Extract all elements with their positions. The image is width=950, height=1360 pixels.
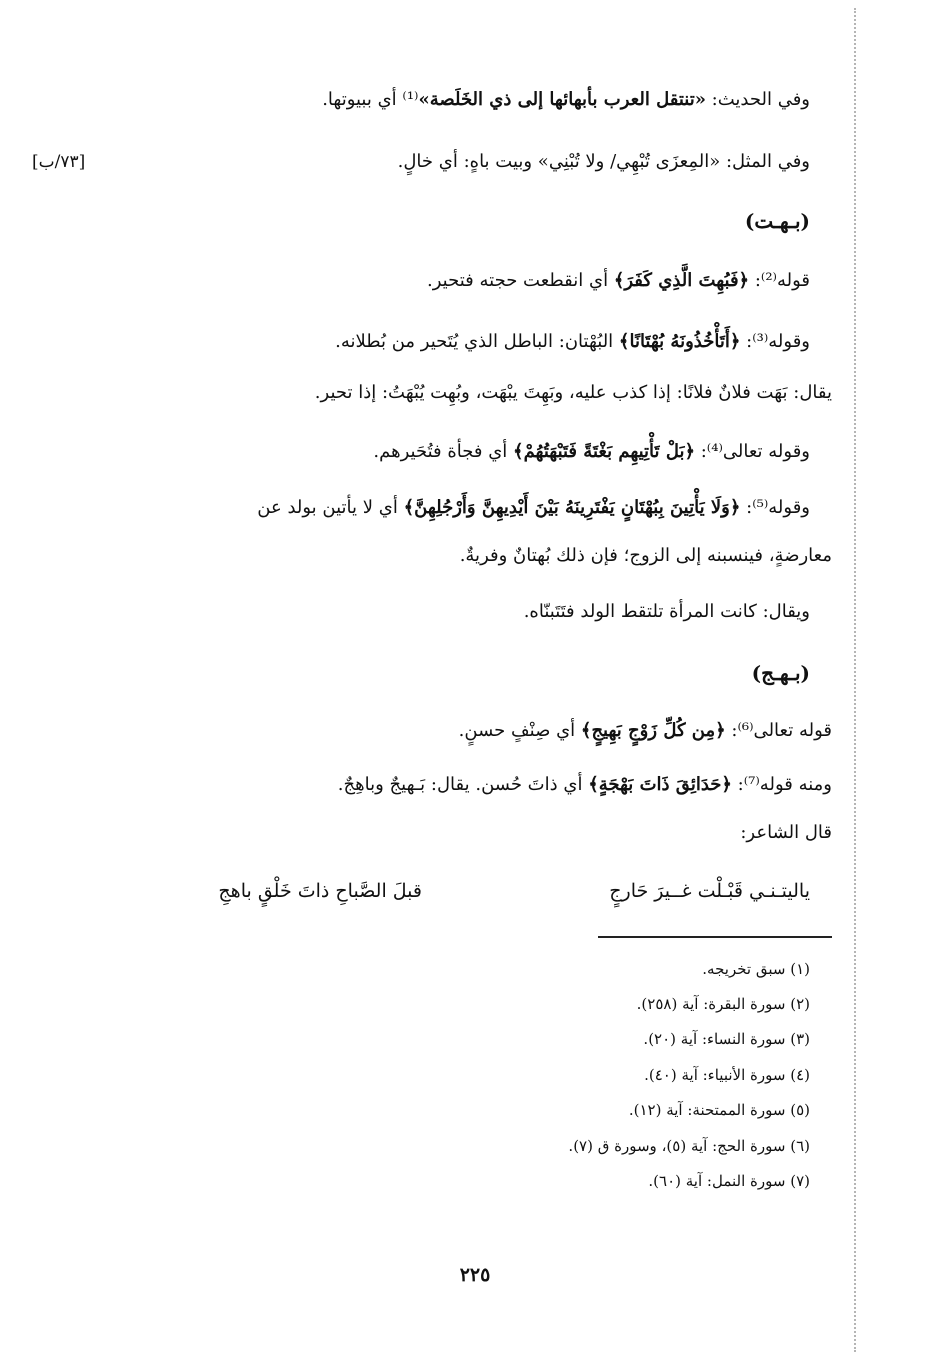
verse-first-hemistich: ياليتـنـي قَبْـلْت غــيرَ حَارجٍ bbox=[609, 880, 810, 902]
text-segment: أي ذاتَ حُسن. يقال: بَـهيجٌ وباهِجٌ. bbox=[337, 774, 589, 795]
footnote-6: (٦) سورة الحج: آية (٥)، وسورة ق (٧). bbox=[568, 1137, 810, 1155]
footnote-5: (٥) سورة الممتحنة: آية (١٢). bbox=[628, 1101, 810, 1119]
section-heading-bhj: (بـهـج) bbox=[751, 661, 810, 685]
text-segment: وفي الحديث: bbox=[705, 89, 810, 110]
footnote-3: (٣) سورة النساء: آية (٢٠). bbox=[643, 1030, 810, 1048]
page-number: ٢٢٥ bbox=[459, 1264, 491, 1286]
text-segment: وقوله تعالى⁽⁴⁾: bbox=[695, 441, 810, 462]
text-line-1 bbox=[322, 85, 810, 115]
quran-quote: ﴿فَبُهِتَ الَّذِي كَفَرَ﴾ bbox=[613, 270, 750, 291]
text-segment: قال الشاعر: bbox=[740, 822, 832, 843]
quran-quote: ﴿وَلَا يَأْتِينَ بِبُهْتَانٍ يَفْتَرِينَهُ بَيْنَ أَيْدِيهِنَّ وَأَرْجُلِهِنَّ﴾ bbox=[403, 497, 741, 518]
quran-quote: ﴿بَلْ تَأْتِيهِم بَغْتَةً فَتَبْهَتُهُمْ﴾ bbox=[513, 441, 696, 462]
hadith-quote: «تنتقل العرب بأبهائها إلى ذي الخَلَصة» bbox=[418, 89, 706, 110]
text-segment: ويقال: كانت المرأة تلتقط الولد فتَتَبنّاه. bbox=[523, 601, 810, 622]
text-line-5 bbox=[315, 378, 832, 408]
text-segment: ومنه قوله⁽⁷⁾: bbox=[731, 774, 832, 795]
text-line-3 bbox=[427, 266, 810, 296]
quran-quote: ﴿مِن كُلِّ زَوْجٍ بَهِيجٍ﴾ bbox=[580, 720, 726, 741]
text-segment: وفي المثل: «المِعزَى تُبْهِي/ ولا تُبْنِي» وبيت باهٍ: أي خالٍ. bbox=[397, 151, 810, 172]
text-line-8 bbox=[460, 541, 832, 571]
text-segment: يقال: بَهَت فلانٌ فلانًا: إذا كذب عليه، وبَهِتَ يبْهَت، وبُهِت يُبْهَتُ: إذا تحير. bbox=[314, 382, 832, 403]
quran-quote: ﴿حَدَائِقَ ذَاتَ بَهْجَةٍ﴾ bbox=[588, 774, 732, 795]
text-line-10 bbox=[459, 716, 832, 746]
text-segment: معارضةٍ، فينسبنه إلى الزوج؛ فإن ذلك بُهتانٌ وفريةٌ. bbox=[459, 545, 832, 566]
text-line-6 bbox=[373, 437, 810, 467]
text-line-12 bbox=[740, 818, 832, 848]
quran-quote: ﴿أَتَأْخُذُونَهُ بُهْتَانًا﴾ bbox=[618, 331, 741, 352]
text-segment: أي انقطعت حجته فتحير. bbox=[427, 270, 614, 291]
text-segment: أي صِنْفٍ حسنٍ. bbox=[458, 720, 581, 741]
text-segment: وقوله⁽⁵⁾: bbox=[740, 497, 810, 518]
text-segment: وقوله⁽³⁾: bbox=[740, 331, 810, 352]
footnote-4: (٤) سورة الأنبياء: آية (٤٠). bbox=[644, 1066, 810, 1084]
text-line-9 bbox=[524, 597, 810, 627]
footnote-1: (١) سبق تخريجه. bbox=[702, 960, 810, 978]
text-line-7 bbox=[257, 493, 810, 523]
page-edge-dotted-border bbox=[854, 8, 856, 1352]
text-segment: قوله⁽²⁾: bbox=[749, 270, 810, 291]
margin-folio-note: [٧٣/ب] bbox=[32, 152, 86, 172]
text-line-2 bbox=[398, 147, 810, 177]
text-segment: البُهْتان: الباطل الذي يُتَحير من بُطلانه. bbox=[335, 331, 619, 352]
text-line-11 bbox=[338, 770, 832, 800]
text-segment: أي فجأة فتُحَيرهم. bbox=[373, 441, 514, 462]
text-segment: قوله تعالى⁽⁶⁾: bbox=[725, 720, 832, 741]
footnote-7: (٧) سورة النمل: آية (٦٠). bbox=[648, 1172, 810, 1190]
section-heading-bht: (بـهـت) bbox=[744, 209, 810, 233]
text-line-4 bbox=[335, 327, 810, 357]
text-segment: ⁽¹⁾ أي ببيوتها. bbox=[322, 89, 419, 110]
verse-second-hemistich: قبلَ الصَّباحِ ذاتَ خَلْقٍ باهجِ bbox=[218, 880, 422, 902]
footnote-2: (٢) سورة البقرة: آية (٢٥٨). bbox=[636, 995, 810, 1013]
text-segment: أي لا يأتين بولد عن bbox=[257, 497, 404, 518]
footnote-separator bbox=[598, 936, 832, 938]
